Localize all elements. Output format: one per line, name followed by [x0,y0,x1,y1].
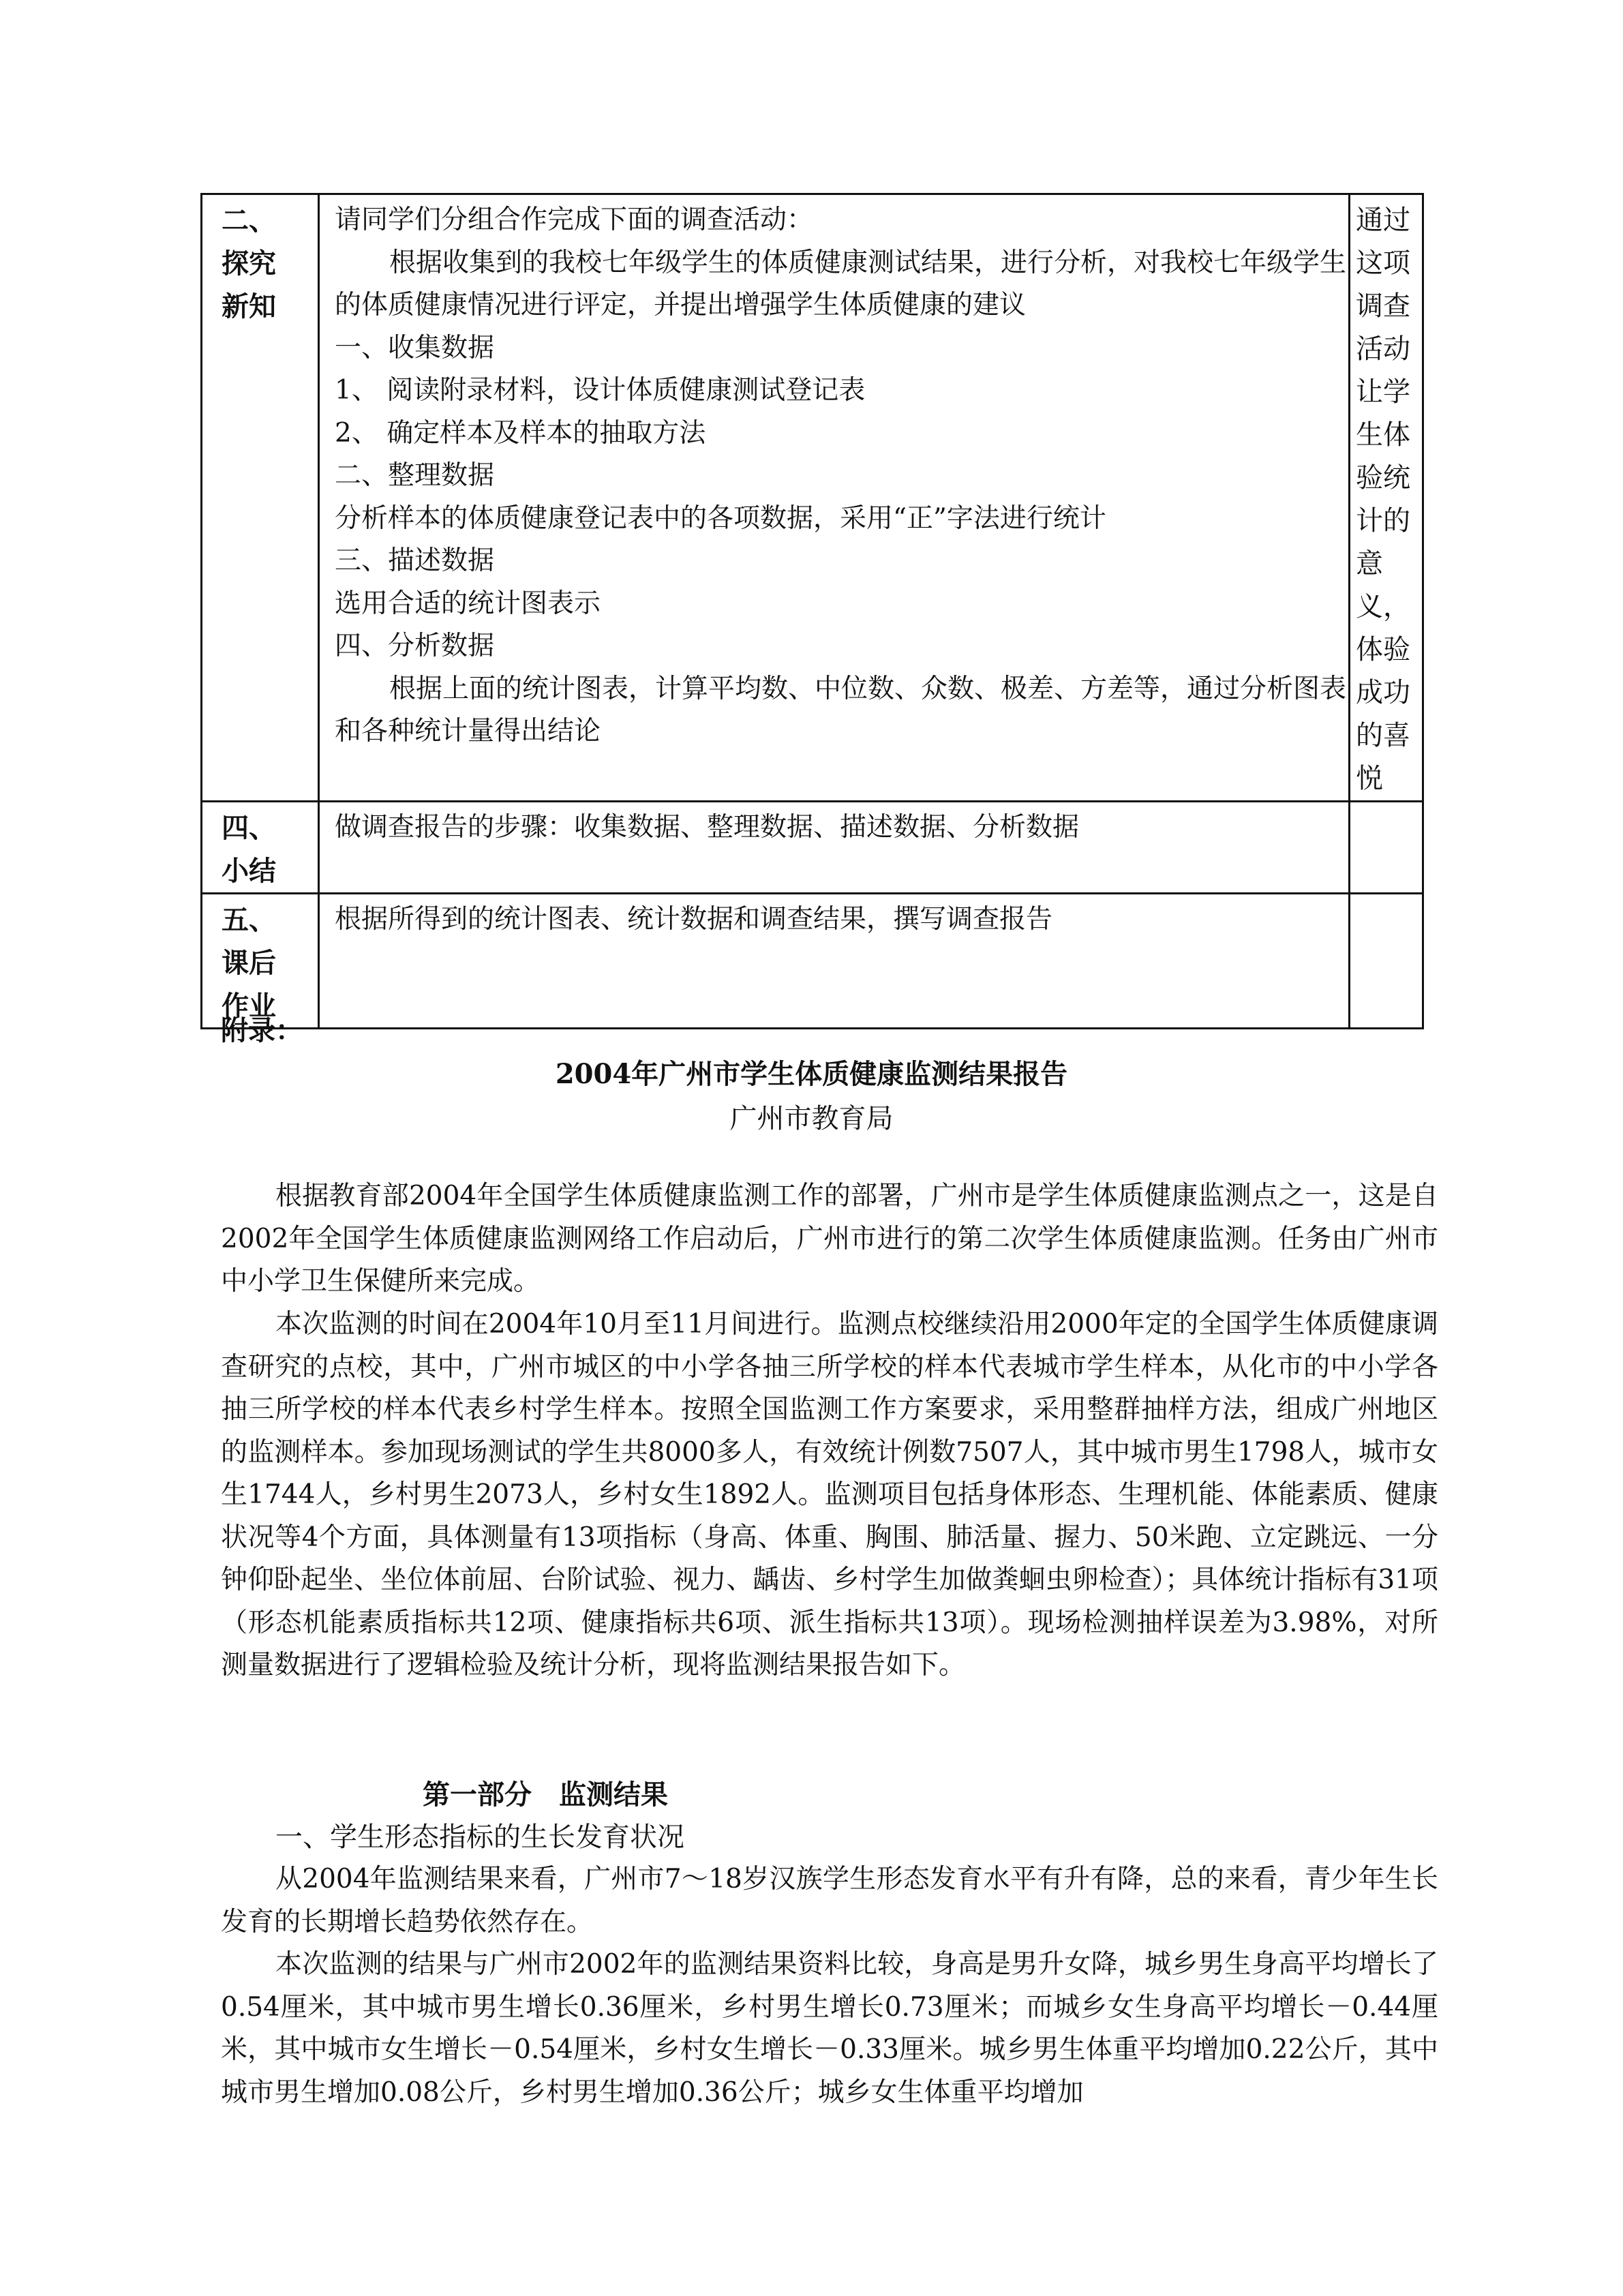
section-note [1350,802,1423,894]
report-organization: 广州市教育局 [729,1103,894,1134]
content-line: 选用合适的统计图表示 [335,588,601,619]
content-line: 一、收集数据 [335,332,495,363]
content-line: 请同学们分组合作完成下面的调查活动： [335,205,814,235]
appendix-label: 附录： [221,1014,303,1046]
report-title: 2004年广州市学生体质健康监测结果报告 [555,1058,1068,1090]
content-line: 2、 确定样本及样本的抽取方法 [335,417,706,449]
content-line: 1、 阅读附录材料，设计体质健康测试登记表 [335,375,866,406]
table-row [202,802,1423,894]
section-note: 通过 这项 调查 活动 让学 生体 验统 计的 意 义， 体验 成功 的喜 悦 [1350,194,1423,802]
content-line: 三、描述数据 [335,545,495,576]
content-line: 二、整理数据 [335,460,495,491]
lesson-plan-table [200,193,1424,1029]
section-content [319,802,1350,894]
table-row [202,894,1423,1029]
report-paragraph: 本次监测的结果与广州市2002年的监测结果资料比较，身高是男升女降，城乡男生身高平均增长了0.54厘米，其中城市男生增长0.36厘米，乡村男生增长0.73厘米；而城乡女生身高平均增长－0.44厘米，其中城市女生增长－0.54厘米，乡村女生增长－0.33厘米。城乡男生体重平均增加0.22公斤，其中城市男生增加0.08公斤，乡村男生增加0.36公斤；城乡女生体重平均增加 [221,1949,1438,2108]
section-content [319,894,1350,1029]
section-label: 五、 课后 作业 [202,894,319,1029]
content-line: 四、分析数据 [335,631,495,661]
content-line: 根据上面的统计图表，计算平均数、中位数、众数、极差、方差等，通过分析图表和各种统计量得出结论 [335,673,1347,746]
table-row [202,194,1423,802]
section-label: 四、 小结 [202,802,319,894]
sub-heading: 一、学生形态指标的生长发育状况 [275,1822,684,1853]
content-line: 做调查报告的步骤：收集数据、整理数据、描述数据、分析数据 [335,812,1080,843]
content-line: 根据收集到的我校七年级学生的体质健康测试结果，进行分析，对我校七年级学生的体质健康情况进行评定，并提出增强学生体质健康的建议 [335,247,1347,320]
section-label: 二、 探究 新知 [202,194,319,802]
section-content [319,194,1350,802]
report-paragraph: 本次监测的时间在2004年10月至11月间进行。监测点校继续沿用2000年定的全国学生体质健康调查研究的点校，其中，广州市城区的中小学各抽三所学校的样本代表城市学生样本，从化市的中小学各抽三所学校的样本代表乡村学生样本。按照全国监测工作方案要求，采用整群抽样方法，组成广州地区的监测样本。参加现场测试的学生共8000多人，有效统计例数7507人，其中城市男生1798人，城市女生1744人，乡村男生2073人，乡村女生1892人。监测项目包括身体形态、生理机能、体能素质、健康状况等4个方面，具体测量有13项指标（身高、体重、胸围、肺活量、握力、50米跑、立定跳远、一分钟仰卧起坐、坐位体前屈、台阶试验、视力、龋齿、乡村学生加做粪蛔虫卵检查）；具体统计指标有31项（形态机能素质指标共12项、健康指标共6项、派生指标共13项）。现场检测抽样误差为3.98%，对所测量数据进行了逻辑检验及统计分析，现将监测结果报告如下。 [221,1309,1438,1680]
part-heading: 第一部分 监测结果 [423,1779,668,1811]
content-line: 根据所得到的统计图表、统计数据和调查结果，撰写调查报告 [335,904,1053,935]
report-paragraph: 根据教育部2004年全国学生体质健康监测工作的部署，广州市是学生体质健康监测点之一，这是自2002年全国学生体质健康监测网络工作启动后，广州市进行的第二次学生体质健康监测。任务由广州市中小学卫生保健所来完成。 [221,1181,1438,1297]
content-line: 分析样本的体质健康登记表中的各项数据，采用“正”字法进行统计 [335,502,1106,534]
report-paragraph: 从2004年监测结果来看，广州市7～18岁汉族学生形态发育水平有升有降，总的来看，青少年生长发育的长期增长趋势依然存在。 [221,1864,1438,1937]
section-note [1350,894,1423,1029]
